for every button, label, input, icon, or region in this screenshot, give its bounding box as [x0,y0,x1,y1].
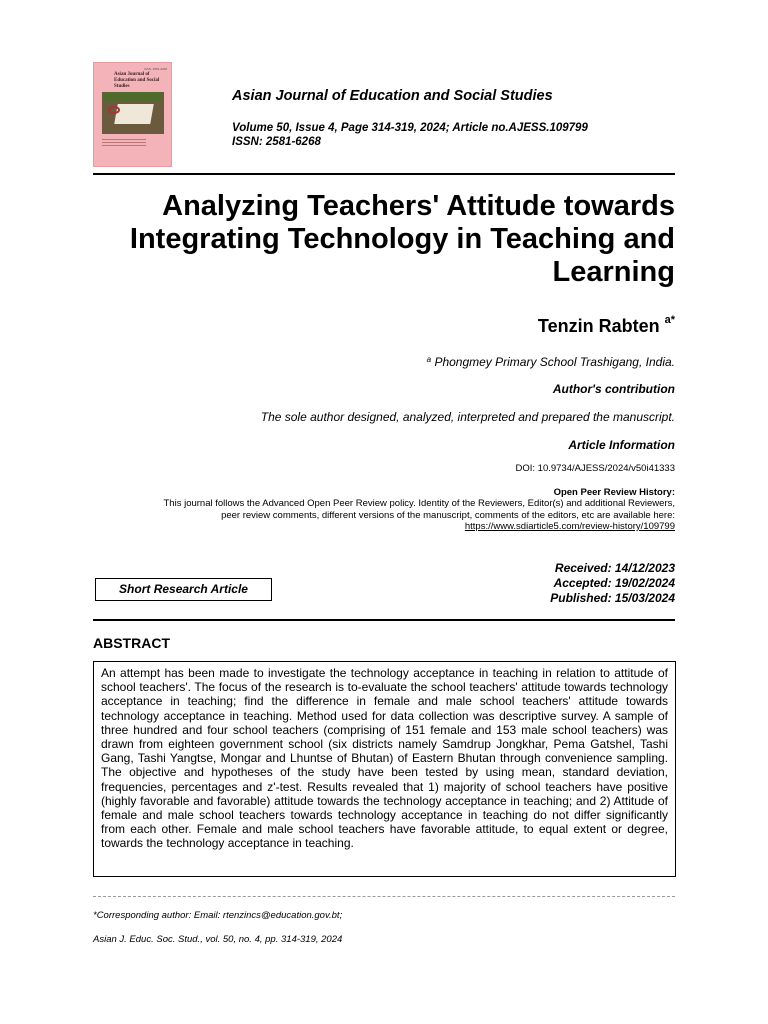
cover-open-book [114,104,154,124]
abstract-text: An attempt has been made to investigate the technology acceptance in teaching in relation to attitude of school teachers'. The focus of the research is to-evaluate the school teachers' attitude towards technology acceptance in teaching; find the difference in female and male school teachers' attitude towards technology acceptance in teaching. Method used for data collection was descriptive survey. A sample of three hundred and four school teachers (comprising of 151 female and 153 male school teachers) was drawn from eighteen government school (six districts namely Samdrup Jongkhar, Pema Gatshel, Tashi Gang, Tashi Yangtse, Mongar and Lhuntse of Bhutan) of Eastern Bhutan through convenience sampling. The objective and hypotheses of the study have been tested by using mean, standard deviation, frequencies, percentages and z'-test. Results revealed that 1) majority of school teachers have positive (highly favorable and favorable) attitude towards the technology acceptance in teaching; and 2) Attitude of female and male school teachers towards technology acceptance in teaching do not differ significantly from each other. Female and male school teachers have favorable attitude, to equal extent or degree, towards the technology acceptance in teaching. [101,666,668,851]
cover-issn: ISSN: 2581-6268 [143,67,167,71]
article-title-line: Analyzing Teachers' Attitude towards [162,190,675,222]
peer-review-line: peer review comments, different versions of the manuscript, comments of the editors, etc are available here: [221,509,675,521]
peer-review-text [75,498,675,533]
contribution-text: The sole author designed, analyzed, interpreted and prepared the manuscript. [260,410,675,424]
abstract-box [93,661,676,877]
received-date: Received: 14/12/2023 [554,561,675,575]
cover-glasses [108,106,120,114]
article-type-badge: Short Research Article [95,578,272,601]
journal-cover-thumbnail [93,62,172,167]
article-dates [550,561,675,606]
abstract-heading: ABSTRACT [93,635,170,651]
article-title-line: Integrating Technology in Teaching and [129,223,675,255]
contribution-heading: Author's contribution [552,382,675,396]
journal-name: Asian Journal of Education and Social Studies [232,88,553,104]
peer-review-link[interactable]: https://www.sdiarticle5.com/review-history/109799 [464,521,675,532]
article-title [75,190,675,289]
affiliation-text: Phongmey Primary School Trashigang, India. [434,355,675,369]
published-date: Published: 15/03/2024 [550,591,675,605]
accepted-date: Accepted: 19/02/2024 [553,576,675,590]
section-rule [93,619,675,621]
cover-title [114,72,171,90]
author-marks: a* [664,314,675,326]
article-title-line: Learning [552,256,675,288]
doi-label: DOI: [515,463,536,474]
footnote-separator [93,896,675,897]
author-name-text: Tenzin Rabten [537,316,660,336]
peer-review-line: This journal follows the Advanced Open Peer Review policy. Identity of the Reviewers, Editor(s) and additional Reviewers, [163,498,675,509]
author-name [538,316,675,337]
doi-value[interactable]: 10.9734/AJESS/2024/v50i41333 [537,463,675,474]
journal-volume: Volume 50, Issue 4, Page 314-319, 2024; Article no.AJESS.109799 [232,122,588,134]
corresponding-author-footnote: *Corresponding author: Email: rtenzincs@education.gov.bt; [93,910,343,921]
cover-title-line: Education and Social Studies [114,78,160,89]
author-affiliation [427,355,675,369]
citation-footer: Asian J. Educ. Soc. Stud., vol. 50, no. 4, pp. 314-319, 2024 [93,934,343,945]
article-info-heading: Article Information [568,438,675,452]
affiliation-mark: a [426,355,432,364]
doi [515,463,675,474]
cover-book-image [102,92,164,134]
cover-title-line: Asian Journal of [114,72,150,77]
header-rule [93,173,675,175]
journal-issn: ISSN: 2581-6268 [232,136,321,148]
cover-text-lines [102,139,146,148]
peer-review-heading: Open Peer Review History: [553,487,675,498]
cover-leaves [104,92,162,102]
